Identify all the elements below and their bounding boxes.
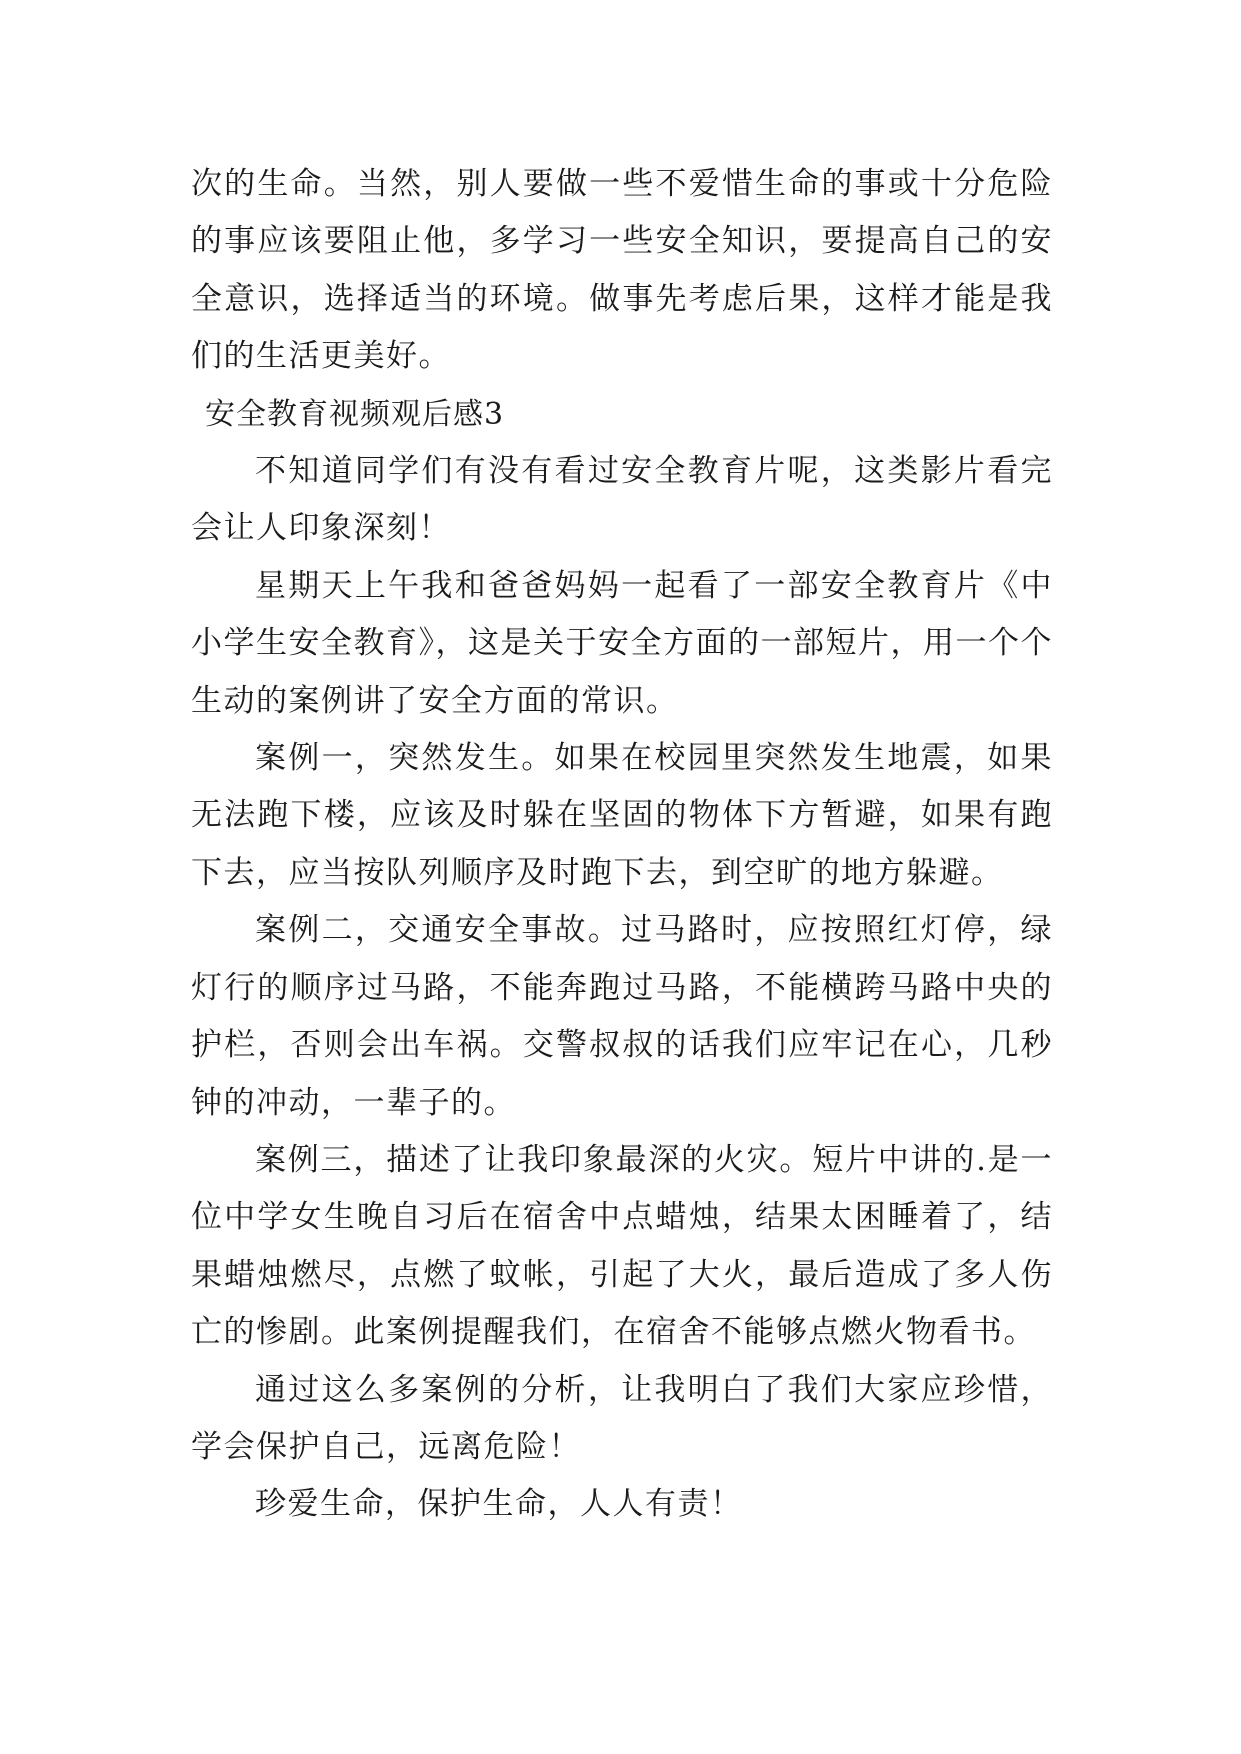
paragraph-case-two: 案例二，交通安全事故。过马路时，应按照红灯停，绿灯行的顺序过马路，不能奔跑过马路，不能横跨马路中央的护栏，否则会出车祸。交警叔叔的话我们应牢记在心，几秒钟的冲动，一辈子的。 — [191, 912, 1053, 1121]
paragraph-conclusion: 通过这么多案例的分析，让我明白了我们大家应珍惜，学会保护自己，远离危险！ — [191, 1371, 1053, 1465]
paragraph-intro: 不知道同学们有没有看过安全教育片呢，这类影片看完会让人印象深刻！ — [191, 453, 1053, 547]
paragraph-continuation: 次的生命。当然，别人要做一些不爱惜生命的事或十分危险的事应该要阻止他，多学习一些安全知识，要提高自己的安全意识，选择适当的环境。做事先考虑后果，这样才能是我们的生活更美好。 — [191, 166, 1053, 375]
paragraph-slogan: 珍爱生命，保护生命，人人有责！ — [255, 1486, 743, 1523]
paragraph-case-one: 案例一，突然发生。如果在校园里突然发生地震，如果无法跑下楼，应该及时躲在坚固的物体下方暂避，如果有跑下去，应当按队列顺序及时跑下去，到空旷的地方躲避。 — [191, 740, 1053, 891]
document-body — [191, 156, 1053, 1534]
paragraph-film: 星期天上午我和爸爸妈妈一起看了一部安全教育片《中小学生安全教育》，这是关于安全方面的一部短片，用一个个生动的案例讲了安全方面的常识。 — [191, 567, 1053, 719]
section-heading: 安全教育视频观后感3 — [205, 396, 505, 432]
paragraph-case-three: 案例三，描述了让我印象最深的火灾。短片中讲的.是一位中学女生晚自习后在宿舍中点蜡烛，结果太困睡着了，结果蜡烛燃尽，点燃了蚊帐，引起了大火，最后造成了多人伤亡的惨剧。此案例提醒我们，在宿舍不能够点燃火物看书。 — [191, 1141, 1053, 1351]
